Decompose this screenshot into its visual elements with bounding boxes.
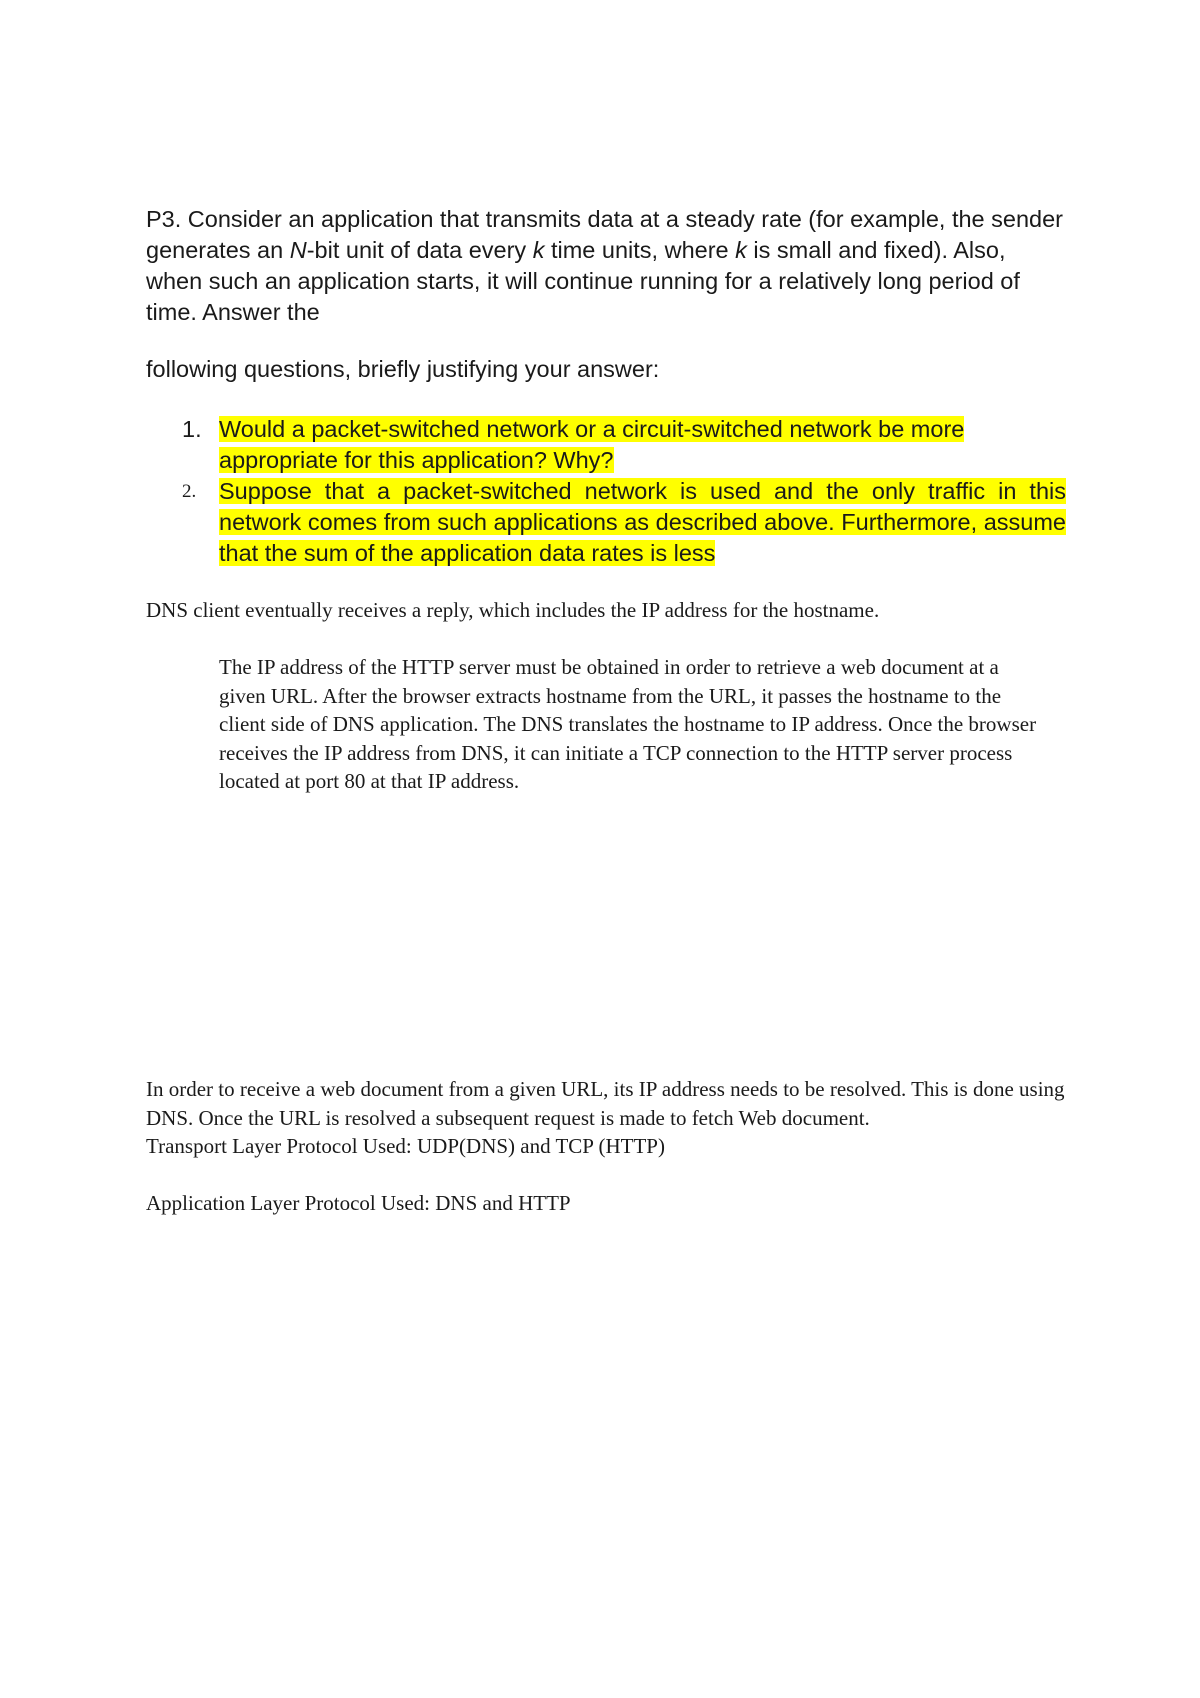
- highlighted-text: Would a packet-switched network or a circuit-switched network be more appropriate for this application? Why?: [219, 416, 965, 473]
- closing-line: Application Layer Protocol Used: DNS and HTTP: [146, 1190, 571, 1215]
- list-item-number: 1.: [182, 416, 202, 442]
- question-text-part: is small and fixed). Also, when such an application starts, it will continue running for a relatively long period of time. Answer the: [146, 237, 1020, 325]
- closing-line: In order to receive a web document from a given URL, its IP address needs to be resolved. This is done using DNS. Once the URL is resolved a subsequent request is made to fetch Web document.: [146, 1077, 1065, 1130]
- dns-reply-line: DNS client eventually receives a reply, which includes the IP address for the hostname.: [146, 598, 880, 622]
- highlighted-text: Suppose that a packet-switched network is used and the only traffic in this network comes from such applications as described above. Furthermore, assume that the sum of the application data rates is less: [219, 478, 1066, 566]
- question-text-part: P3. Consider an application that transmits data at a steady rate (for example, the sender generates an: [146, 206, 1064, 263]
- list-item-text: [219, 476, 1066, 569]
- variable-k: k: [532, 237, 545, 263]
- question-p3-intro: [146, 204, 1066, 328]
- closing-line: Transport Layer Protocol Used: UDP(DNS) and TCP (HTTP): [146, 1134, 665, 1158]
- list-item-number: 2.: [182, 481, 197, 502]
- paragraph-gap: [146, 1161, 1086, 1189]
- question-list: [146, 414, 1066, 569]
- variable-k: k: [735, 237, 747, 263]
- list-item: [146, 476, 1066, 569]
- list-item-text: [219, 414, 1066, 476]
- closing-answer: [146, 1075, 1086, 1217]
- question-text-part: time units, where: [544, 237, 736, 263]
- list-item: [146, 414, 1066, 476]
- answer-paragraph: The IP address of the HTTP server must be obtained in order to retrieve a web document at a given URL. After the browser extracts hostname from the URL, it passes the hostname to the client side of DNS application. The DNS translates the hostname to IP address. Once the browser receives the IP address from DNS, it can initiate a TCP connection to the HTTP server process located at port 80 at that IP address.: [219, 655, 1037, 793]
- question-instruction: following questions, briefly justifying your answer:: [146, 356, 660, 382]
- variable-n: N: [289, 237, 307, 263]
- question-text-part: -bit unit of data every: [306, 237, 533, 263]
